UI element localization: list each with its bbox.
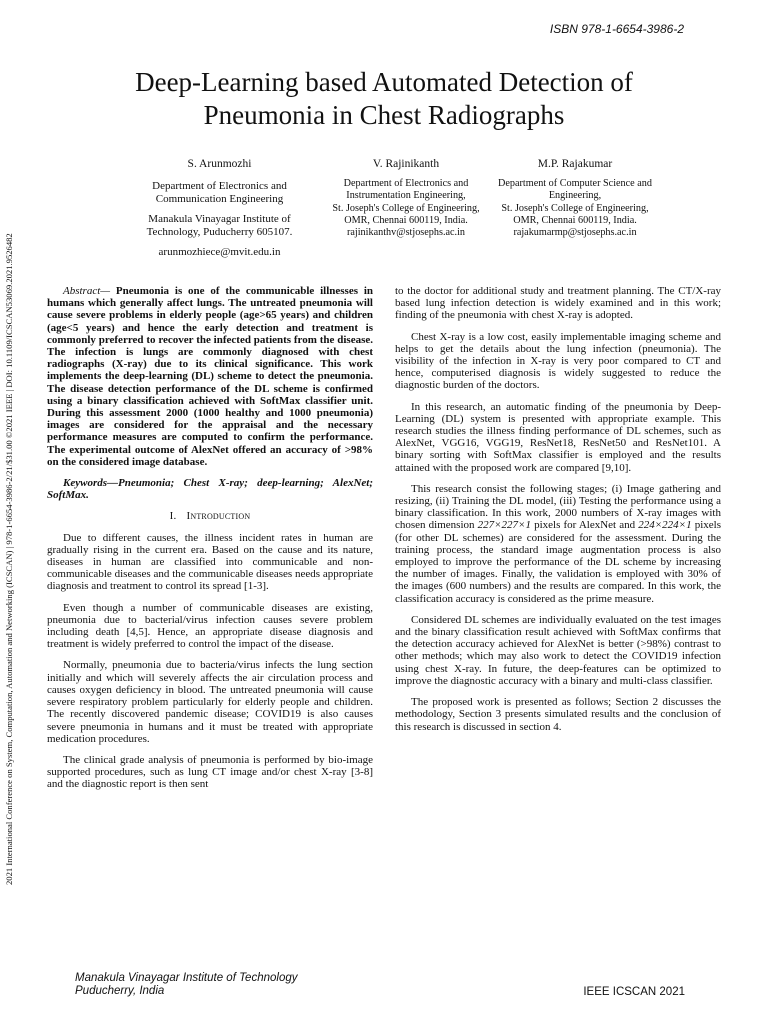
author-institution: St. Joseph's College of Engineering, OMR, Chennai 600119, India.: [501, 202, 649, 226]
paragraph: Considered DL schemes are individually evaluated on the test images and the binary classification result achieved with SoftMax confirms that the detection accuracy achieved for AlexNet is better (>98%) contrast to other methods; which may also work to detect the COVID19 infection using chest X-ray. In future, the deep-features can be optimized to improve the diagnostic accuracy with a binary and multi-class classifier.: [395, 613, 721, 687]
paragraph: The clinical grade analysis of pneumonia is performed by bio-image supported procedures, such as lung CT image and/or chest X-ray [3-8] and the diagnostic report is then sent: [47, 753, 373, 791]
footer-line-2: Puducherry, India: [75, 985, 165, 997]
footer-institution: [75, 972, 297, 998]
abstract-body: Pneumonia is one of the communicable illnesses in humans which generally affect lungs. The untreated pneumonia will cause severe problems in elderly people (age>65 years) and children (age<5 years) and hence the early detection and treatment is commonly preferred to recover the infected patients from the disease. The infection is lungs are commonly diagnosed with chest radiographs (X-ray) due to its clinical significance. This work implements the deep-learning (DL) scheme to detect the pneumonia. The disease detection performance of the DL scheme is confirmed using a binary classification achieved with SoftMax classifier unit. During this assessment 2000 (1000 healthy and 1000 pneumonia) images are considered for the appraisal and the necessary performance measures are computed to confirm the performance. The experimental outcome of AlexNet offered an accuracy of >98% on the considered image database.: [47, 285, 373, 468]
author-dept: Department of Electronics and Communication Engineering: [152, 179, 287, 205]
section-heading: [47, 510, 373, 522]
author-name: M.P. Rajakumar: [537, 158, 613, 170]
paragraph: Due to different causes, the illness incident rates in human are gradually rising in the current era. Based on the cause and its nature, diseases in human are classified into communicable and non-communicable diseases and the communicable diseases needs appropriate diagnosis and treatment to control its spread [1-3].: [47, 531, 373, 593]
keywords: Keywords—Pneumonia; Chest X-ray; deep-learning; AlexNet; SoftMax.: [47, 477, 373, 502]
author-institution: St. Joseph's College of Engineering, OMR, Chennai 600119, India.: [332, 202, 480, 226]
author-block-3: [495, 158, 655, 239]
abstract-lead: Abstract—: [63, 285, 111, 297]
paragraph: The proposed work is presented as follows; Section 2 discusses the methodology, Section 3 presents simulated results and the conclusion of this research is discussed in section 4.: [395, 696, 721, 733]
paragraph: [395, 483, 721, 605]
conference-side-note: [2, 140, 16, 885]
right-column: [395, 285, 721, 742]
left-column: [47, 285, 373, 800]
author-name: S. Arunmozhi: [187, 158, 252, 170]
author-dept: Department of Electronics and Instrumentation Engineering,: [343, 178, 469, 202]
paragraph: In this research, an automatic finding of the pneumonia by Deep-Learning (DL) system is presented with appropriate example. This research studies the illness finding performance of DL schemes, such as AlexNet, VGG16, VGG19, ResNet18, ResNet50 and ResNet101. A binary sorting with SoftMax classifier is employed and the results attained with the proposed work are compared [9,10].: [395, 400, 721, 474]
abstract: [47, 285, 373, 468]
paper-title: [60, 66, 708, 132]
title-line-2: Pneumonia in Chest Radiographs: [203, 100, 565, 130]
author-block-2: [326, 158, 486, 239]
author-email: rajakumarmp@stjosephs.ac.in: [513, 227, 637, 239]
author-email: arunmozhiece@mvit.edu.in: [158, 245, 281, 258]
paragraph: to the doctor for additional study and treatment planning. The CT/X-ray based lung infection detection is widely examined and in this work; finding of the pneumonia with chest X-ray is adopted.: [395, 285, 721, 322]
paragraph: Even though a number of communicable diseases are existing, pneumonia due to bacterial/virus infection causes severe problem including death [4,5]. Hence, an appropriate disease diagnosis and treatment is widely preferred to control the impact of the disease.: [47, 601, 373, 651]
paragraph: Chest X-ray is a low cost, easily implementable imaging scheme and helps to get the details about the lung infection (pneumonia). The visibility of the infection in X-ray is very poor compared to CT and hence, computerised diagnosis is widely suggested to reduce the diagnostic burden of the doctors.: [395, 330, 721, 392]
author-block-1: [132, 158, 307, 259]
author-email: rajinikanthv@stjosephs.ac.in: [346, 227, 466, 239]
side-note-text: 2021 International Conference on System, Computation, Automation and Networking (ICSCAN) | 978-1-6654-3986-2/21/$31.00 ©2021 IEEE | DOI: 10.1109/ICSCAN53069.2021.9526482: [4, 233, 14, 885]
section-title: Introduction: [186, 510, 251, 523]
text: pixels for AlexNet and: [530, 519, 639, 532]
text: This research consist the following stages; (i) Image gathering and resizing, (ii) Training the DL model, (iii) Testing the performance using a binary classification. In this work, 2000 numbers of X-ray images with chosen dimension: [395, 482, 721, 532]
author-name: V. Rajinikanth: [372, 158, 440, 170]
math-dimension-alexnet: 227×227×1: [477, 519, 531, 532]
title-line-1: Deep-Learning based Automated Detection of: [135, 67, 633, 97]
author-dept: Department of Computer Science and Engineering,: [498, 178, 652, 202]
footer-line-1: Manakula Vinayagar Institute of Technology: [75, 972, 298, 984]
footer-conference: IEEE ICSCAN 2021: [583, 986, 685, 998]
math-dimension-other: 224×224×1: [638, 519, 692, 532]
section-number: I.: [169, 510, 177, 523]
text: pixels (for other DL schemes) are considered for the assessment. During the training process, the standard image augmentation process is also employed to improve the performance of the DL scheme by increasing the number of images. Finally, the validation is employed with 30% of the images (600 numbers) and the results are compared. In this work, the classification accuracy is considered as the prime measure.: [395, 519, 721, 605]
paragraph: Normally, pneumonia due to bacteria/virus infects the lung section initially and which will severely affects the air circulation process and causes oxygen deficiency in blood. The untreated pneumonia will cause severe respiratory problem particularly for elderly people and children. The recently discovered pandemic disease; COVID19 is also causes severe pneumonia in humans and it must be treated with appropriate medication procedures.: [47, 659, 373, 745]
isbn: ISBN 978-1-6654-3986-2: [549, 22, 684, 36]
author-institution: Manakula Vinayagar Institute of Technology, Puducherry 605107.: [146, 212, 293, 238]
